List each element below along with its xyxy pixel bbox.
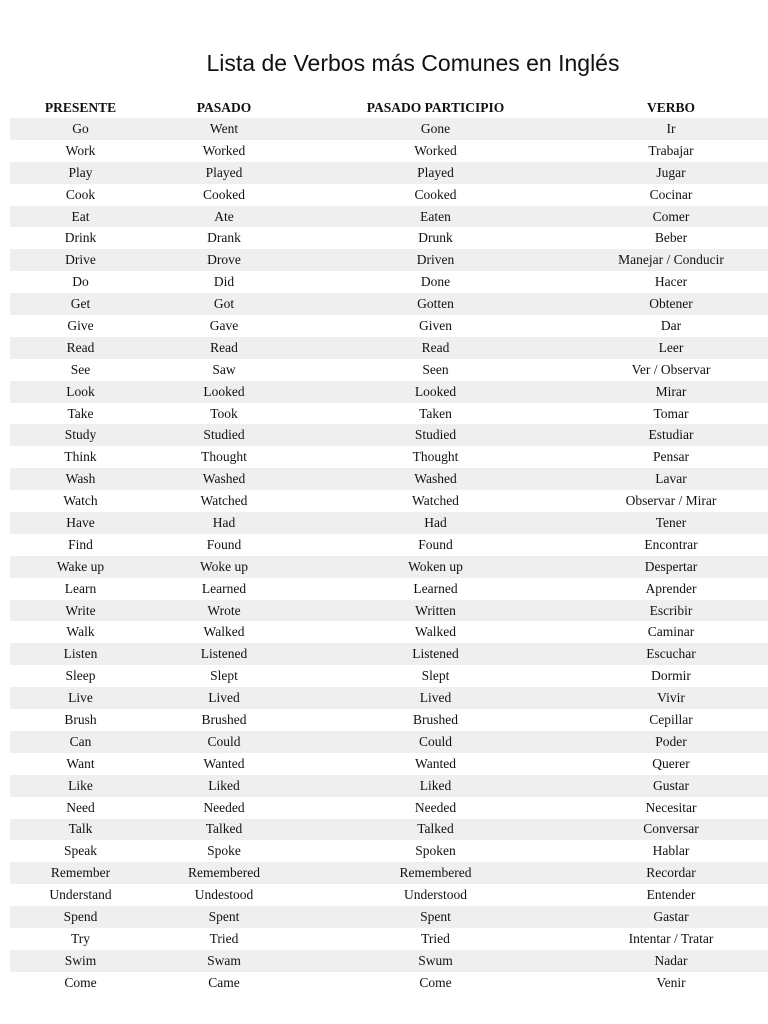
pasado-cell: Walked (203, 624, 245, 640)
pasado-participio-cell: Wanted (415, 755, 456, 771)
presente-cell: Sleep (65, 668, 96, 684)
table-row (10, 249, 768, 271)
verbo-cell: Escuchar (574, 643, 768, 665)
table-row (10, 906, 768, 928)
pasado-cell: Drank (207, 230, 241, 246)
pasado-cell: Thought (201, 449, 247, 465)
pasado-participio-cell: Slept (421, 668, 450, 684)
table-body (10, 118, 768, 994)
table-row (10, 446, 768, 468)
table-row (10, 534, 768, 556)
table-row (10, 512, 768, 534)
pasado-cell: Took (210, 405, 238, 421)
verbo-cell: Hablar (652, 843, 690, 859)
pasado-participio-cell: Played (297, 162, 574, 184)
pasado-cell: Watched (200, 493, 248, 509)
presente-cell: Drive (10, 249, 151, 271)
presente-cell: Remember (10, 862, 151, 884)
presente-cell: Give (67, 317, 94, 333)
header-row (10, 98, 768, 118)
verbo-cell: Jugar (574, 162, 768, 184)
table-row (10, 490, 768, 512)
pasado-cell: Tried (209, 930, 239, 946)
table-row (10, 840, 768, 862)
pasado-cell: Talked (151, 819, 297, 841)
page-title: Lista de Verbos más Comunes en Inglés (206, 50, 620, 76)
pasado-participio-cell: Understood (404, 887, 467, 903)
verbo-cell: Dar (660, 317, 682, 333)
table-row (10, 731, 768, 753)
presente-cell: Talk (10, 819, 151, 841)
presente-cell: Swim (10, 950, 151, 972)
table-row (10, 578, 768, 600)
presente-cell: Brush (64, 711, 97, 727)
table-row (10, 687, 768, 709)
pasado-participio-cell: Drunk (418, 230, 453, 246)
pasado-participio-cell: Spoken (415, 843, 456, 859)
pasado-cell: Looked (151, 381, 297, 403)
table-row (10, 621, 768, 643)
pasado-cell: Worked (202, 142, 246, 158)
presente-cell: Walk (66, 624, 95, 640)
verbo-cell: Entender (646, 887, 696, 903)
table-row (10, 468, 768, 490)
presente-cell: See (70, 361, 91, 377)
table-row (10, 162, 768, 184)
pasado-participio-cell: Done (420, 274, 451, 290)
verbo-cell: Mirar (574, 381, 768, 403)
table-row (10, 403, 768, 425)
verbo-cell: Poder (574, 731, 768, 753)
verbo-cell: Pensar (653, 449, 689, 465)
pasado-cell: Liked (151, 775, 297, 797)
verbo-cell: Vivir (574, 687, 768, 709)
presente-cell: Need (66, 799, 95, 815)
pasado-cell: Played (151, 162, 297, 184)
presente-cell: Work (65, 142, 96, 158)
pasado-participio-cell: Found (418, 536, 453, 552)
pasado-participio-cell: Talked (297, 819, 574, 841)
presente-cell: Live (10, 687, 151, 709)
table-row (10, 293, 768, 315)
table-row (10, 797, 768, 819)
pasado-cell: Woke up (151, 556, 297, 578)
table-row (10, 884, 768, 906)
presente-cell: Learn (64, 580, 97, 596)
presente-cell: Do (72, 274, 89, 290)
verbo-cell: Caminar (647, 624, 695, 640)
table-row (10, 709, 768, 731)
pasado-cell: Washed (151, 468, 297, 490)
verbo-cell: Ir (574, 118, 768, 140)
pasado-participio-cell: Read (297, 337, 574, 359)
table-row (10, 556, 768, 578)
verbs-table (10, 98, 768, 994)
pasado-participio-cell: Looked (297, 381, 574, 403)
table-row (10, 424, 768, 446)
presente-cell: Think (64, 449, 97, 465)
column-header-pasado: PASADO (196, 100, 252, 115)
presente-cell: Have (10, 512, 151, 534)
verbo-cell: Gastar (574, 906, 768, 928)
table-row (10, 753, 768, 775)
verbo-cell: Nadar (574, 950, 768, 972)
verbo-cell: Cepillar (649, 711, 693, 727)
table-row (10, 665, 768, 687)
verbo-cell: Recordar (574, 862, 768, 884)
presente-cell: Want (66, 755, 95, 771)
verbo-cell: Necesitar (645, 799, 697, 815)
verbo-cell: Beber (654, 230, 688, 246)
pasado-participio-cell: Come (419, 974, 452, 990)
pasado-participio-cell: Lived (297, 687, 574, 709)
pasado-participio-cell: Brushed (413, 711, 458, 727)
presente-cell: Eat (10, 206, 151, 228)
table-row (10, 315, 768, 337)
pasado-cell: Ate (151, 206, 297, 228)
verbo-cell: Tomar (653, 405, 689, 421)
column-header-presente: PRESENTE (44, 100, 117, 115)
presente-cell: Spend (10, 906, 151, 928)
presente-cell: Drink (64, 230, 97, 246)
table-row (10, 271, 768, 293)
presente-cell: Study (10, 424, 151, 446)
presente-cell: Understand (49, 887, 112, 903)
verbo-cell: Despertar (574, 556, 768, 578)
verbo-cell: Ver / Observar (631, 361, 711, 377)
pasado-participio-cell: Woken up (297, 556, 574, 578)
table-row (10, 359, 768, 381)
column-header-verbo: VERBO (646, 100, 695, 115)
verbo-cell: Encontrar (644, 536, 698, 552)
presente-cell: Go (10, 118, 151, 140)
verbo-cell: Venir (656, 974, 686, 990)
pasado-cell: Swam (151, 950, 297, 972)
verbo-cell: Cocinar (649, 186, 693, 202)
verbo-cell: Conversar (574, 819, 768, 841)
column-header-pasado-participio: PASADO PARTICIPIO (366, 100, 505, 115)
pasado-cell: Lived (151, 687, 297, 709)
pasado-cell: Found (206, 536, 242, 552)
table-row (10, 206, 768, 228)
pasado-participio-cell: Swum (297, 950, 574, 972)
pasado-participio-cell: Liked (297, 775, 574, 797)
table-row (10, 600, 768, 622)
presente-cell: Listen (10, 643, 151, 665)
pasado-cell: Spent (151, 906, 297, 928)
pasado-cell: Gave (209, 317, 239, 333)
verbo-cell: Observar / Mirar (625, 493, 717, 509)
pasado-participio-cell: Tried (421, 930, 450, 946)
pasado-participio-cell: Learned (413, 580, 458, 596)
table-row (10, 972, 768, 994)
table-row (10, 184, 768, 206)
table-row (10, 950, 768, 972)
table-row (10, 928, 768, 950)
pasado-cell: Listened (151, 643, 297, 665)
presente-cell: Can (10, 731, 151, 753)
pasado-cell: Went (151, 118, 297, 140)
pasado-cell: Studied (151, 424, 297, 446)
pasado-cell: Could (151, 731, 297, 753)
verbo-cell: Gustar (574, 775, 768, 797)
pasado-participio-cell: Walked (415, 624, 456, 640)
pasado-participio-cell: Spent (297, 906, 574, 928)
pasado-participio-cell: Could (297, 731, 574, 753)
presente-cell: Look (10, 381, 151, 403)
verbo-cell: Lavar (574, 468, 768, 490)
table-row (10, 862, 768, 884)
verbo-cell: Aprender (645, 580, 697, 596)
table-row (10, 381, 768, 403)
table-row (10, 118, 768, 140)
pasado-participio-cell: Worked (414, 142, 457, 158)
verbo-cell: Querer (652, 755, 690, 771)
verbo-cell: Estudiar (574, 424, 768, 446)
pasado-participio-cell: Had (297, 512, 574, 534)
pasado-participio-cell: Taken (419, 405, 452, 421)
pasado-cell: Slept (210, 668, 238, 684)
table-row (10, 819, 768, 841)
pasado-participio-cell: Needed (414, 799, 457, 815)
pasado-cell: Got (151, 293, 297, 315)
table-row (10, 337, 768, 359)
presente-cell: Wake up (10, 556, 151, 578)
pasado-cell: Remembered (151, 862, 297, 884)
table-row (10, 775, 768, 797)
pasado-cell: Spoke (207, 843, 241, 859)
presente-cell: Speak (64, 843, 97, 859)
verbo-cell: Escribir (574, 600, 768, 622)
pasado-participio-cell: Remembered (297, 862, 574, 884)
pasado-cell: Cooked (203, 186, 245, 202)
presente-cell: Read (10, 337, 151, 359)
presente-cell: Get (10, 293, 151, 315)
pasado-cell: Wanted (203, 755, 245, 771)
pasado-participio-cell: Cooked (414, 186, 457, 202)
pasado-participio-cell: Watched (412, 493, 459, 509)
pasado-cell: Undestood (194, 887, 254, 903)
pasado-participio-cell: Eaten (297, 206, 574, 228)
presente-cell: Like (10, 775, 151, 797)
presente-cell: Cook (65, 186, 96, 202)
presente-cell: Come (64, 974, 97, 990)
pasado-participio-cell: Driven (297, 249, 574, 271)
pasado-participio-cell: Written (297, 600, 574, 622)
table-row (10, 227, 768, 249)
presente-cell: Write (10, 600, 151, 622)
presente-cell: Wash (10, 468, 151, 490)
pasado-cell: Brushed (201, 711, 247, 727)
verbo-cell: Trabajar (648, 142, 694, 158)
table-row (10, 140, 768, 162)
presente-cell: Find (68, 536, 93, 552)
pasado-participio-cell: Gotten (297, 293, 574, 315)
pasado-cell: Did (213, 274, 235, 290)
verbo-cell: Comer (574, 206, 768, 228)
verbo-cell: Tener (574, 512, 768, 534)
presente-cell: Play (10, 162, 151, 184)
pasado-cell: Had (151, 512, 297, 534)
pasado-participio-cell: Washed (297, 468, 574, 490)
pasado-cell: Needed (203, 799, 245, 815)
pasado-participio-cell: Studied (297, 424, 574, 446)
pasado-cell: Learned (201, 580, 247, 596)
pasado-cell: Wrote (151, 600, 297, 622)
table-row (10, 643, 768, 665)
pasado-participio-cell: Seen (422, 361, 449, 377)
pasado-cell: Drove (151, 249, 297, 271)
pasado-cell: Read (151, 337, 297, 359)
pasado-cell: Saw (212, 361, 236, 377)
verbo-cell: Obtener (574, 293, 768, 315)
verbo-cell: Intentar / Tratar (628, 930, 714, 946)
presente-cell: Take (67, 405, 94, 421)
presente-cell: Watch (63, 493, 98, 509)
pasado-participio-cell: Listened (297, 643, 574, 665)
pasado-cell: Came (208, 974, 240, 990)
pasado-participio-cell: Given (419, 317, 452, 333)
verbo-cell: Leer (574, 337, 768, 359)
verbo-cell: Dormir (651, 668, 691, 684)
verbo-cell: Manejar / Conducir (574, 249, 768, 271)
verbo-cell: Hacer (654, 274, 688, 290)
presente-cell: Try (70, 930, 91, 946)
pasado-participio-cell: Thought (412, 449, 459, 465)
pasado-participio-cell: Gone (297, 118, 574, 140)
